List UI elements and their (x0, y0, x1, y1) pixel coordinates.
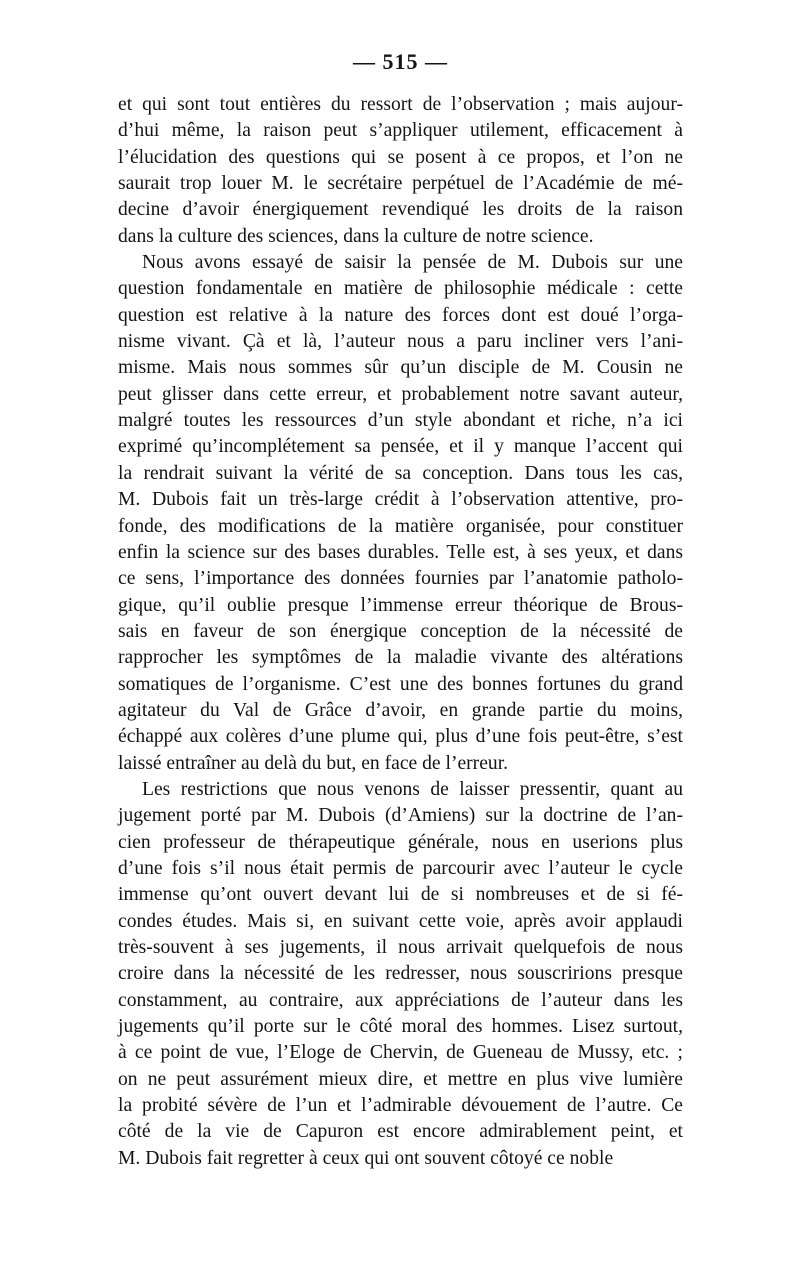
page-number: — 515 — (353, 49, 448, 74)
paragraph (118, 92, 683, 250)
text-line: peut glisser dans cette erreur, et probablement notre savant auteur, (118, 383, 683, 405)
text-line: à ce point de vue, l’Eloge de Chervin, de Gueneau de Mussy, etc. ; (118, 1042, 683, 1064)
text-line: misme. Mais nous sommes sûr qu’un disciple de M. Cousin ne (118, 357, 683, 379)
text-line: d’hui même, la raison peut s’appliquer utilement, efficacement à (118, 120, 683, 142)
text-line: d’une fois s’il nous était permis de parcourir avec l’auteur le cycle (118, 857, 683, 879)
text-line: dans la culture des sciences, dans la culture de notre science. (118, 225, 594, 247)
text-line: jugement porté par M. Dubois (d’Amiens) sur la doctrine de l’an- (118, 805, 683, 827)
text-body (118, 92, 683, 1172)
text-line: constamment, au contraire, aux appréciations de l’auteur dans les (118, 989, 683, 1011)
text-line: et qui sont tout entières du ressort de l’observation ; mais aujour- (118, 94, 683, 115)
text-line: M. Dubois fait un très-large crédit à l’observation attentive, pro- (118, 489, 683, 511)
text-line: gique, qu’il oublie presque l’immense erreur théorique de Brous- (118, 594, 683, 616)
text-line: decine d’avoir énergiquement revendiqué les droits de la raison (118, 199, 683, 221)
text-line: somatiques de l’organisme. C’est une des bonnes fortunes du grand (118, 673, 683, 695)
text-line: immense qu’ont ouvert devant lui de si nombreuses et de si fé- (118, 884, 683, 906)
paragraph (118, 250, 683, 777)
paragraph (118, 777, 683, 1172)
book-page (118, 48, 683, 1172)
text-line: question fondamentale en matière de philosophie médicale : cette (118, 278, 683, 300)
text-line: malgré toutes les ressources d’un style abondant et riche, n’a ici (118, 410, 683, 432)
text-line: on ne peut assurément mieux dire, et mettre en plus vive lumière (118, 1068, 683, 1090)
text-line: fonde, des modifications de la matière organisée, pour constituer (118, 515, 683, 537)
text-line: ce sens, l’importance des données fournies par l’anatomie patholo- (118, 568, 683, 590)
text-line: Les restrictions que nous venons de laisser pressentir, quant au (142, 778, 683, 800)
text-line: question est relative à la nature des forces dont est doué l’orga- (118, 304, 683, 326)
text-line: exprimé qu’incomplétement sa pensée, et il y manque l’accent qui (118, 436, 683, 458)
text-line: Nous avons essayé de saisir la pensée de M. Dubois sur une (142, 252, 683, 274)
text-line: l’élucidation des questions qui se posent à ce propos, et l’on ne (118, 146, 683, 168)
text-line: côté de la vie de Capuron est encore admirablement peint, et (118, 1121, 683, 1143)
text-line: sais en faveur de son énergique conception de la nécessité de (118, 620, 683, 642)
text-line: la rendrait suivant la vérité de sa conception. Dans tous les cas, (118, 462, 683, 484)
text-line: échappé aux colères d’une plume qui, plus d’une fois peut-être, s’est (118, 726, 683, 748)
text-line: cien professeur de thérapeutique générale, nous en userions plus (118, 831, 683, 853)
text-line: rapprocher les symptômes de la maladie vivante des altérations (118, 647, 683, 669)
text-line: laissé entraîner au delà du but, en face de l’erreur. (118, 752, 509, 774)
text-line: jugements qu’il porte sur le côté moral des hommes. Lisez surtout, (118, 1016, 683, 1038)
text-line: très-souvent à ses jugements, il nous arrivait quelquefois de nous (118, 937, 683, 958)
text-line: la probité sévère de l’un et l’admirable dévouement de l’autre. Ce (118, 1095, 683, 1117)
text-line: agitateur du Val de Grâce d’avoir, en grande partie du moins, (118, 699, 683, 721)
text-line: condes études. Mais si, en suivant cette voie, après avoir applaudi (118, 910, 683, 932)
text-line: M. Dubois fait regretter à ceux qui ont souvent côtoyé ce noble (118, 1147, 614, 1169)
text-line: enfin la science sur des bases durables. Telle est, à ses yeux, et dans (118, 541, 683, 563)
text-line: saurait trop louer M. le secrétaire perpétuel de l’Académie de mé- (118, 173, 683, 195)
text-line: nisme vivant. Çà et là, l’auteur nous a paru incliner vers l’ani- (118, 331, 683, 353)
text-line: croire dans la nécessité de les redresser, nous souscririons presque (118, 963, 683, 985)
